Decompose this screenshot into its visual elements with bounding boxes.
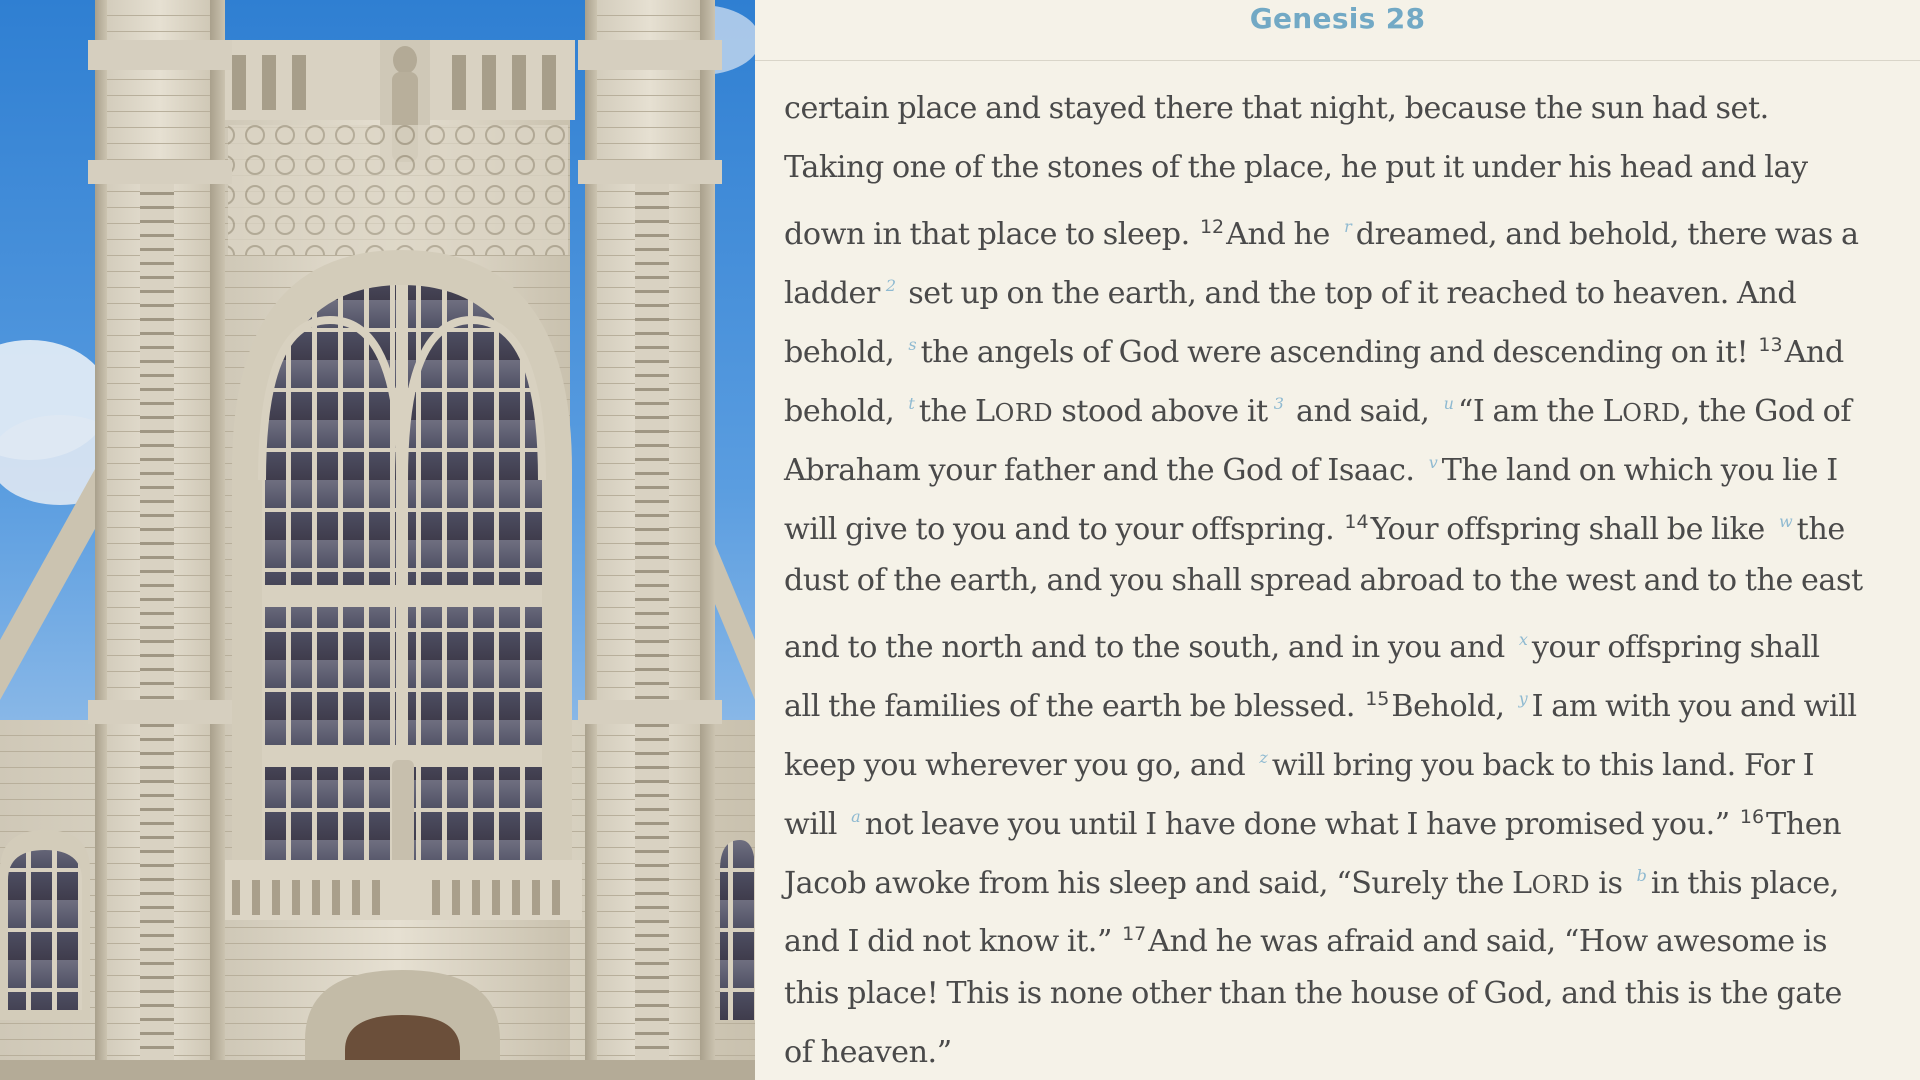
footnote-marker[interactable]: a xyxy=(851,807,861,826)
verse-text: down in that place to sleep. xyxy=(784,217,1198,252)
passage-line xyxy=(784,787,1916,846)
footnote-marker[interactable]: x xyxy=(1518,630,1528,649)
small-caps-text: ORD xyxy=(994,399,1054,427)
verse-text: keep you wherever you go, and xyxy=(784,748,1254,783)
small-caps-text: ORD xyxy=(1531,871,1591,899)
verse-text: behold, xyxy=(784,394,903,429)
verse-number[interactable]: 17 xyxy=(1122,923,1147,945)
verse-text: in this place, xyxy=(1650,866,1839,901)
footnote-marker[interactable]: v xyxy=(1428,453,1438,472)
verse-text: will bring you back to this land. For I xyxy=(1271,748,1815,783)
passage-line xyxy=(784,79,1916,138)
verse-text: Then xyxy=(1766,807,1842,842)
verse-text: will xyxy=(784,807,846,842)
verse-text: your offspring shall xyxy=(1531,630,1820,665)
passage-line xyxy=(784,669,1916,728)
verse-text: The land on which you lie I xyxy=(1441,453,1838,488)
small-caps-text: ORD xyxy=(1622,399,1681,427)
chapter-header xyxy=(755,0,1920,61)
verse-text: of heaven.” xyxy=(784,1035,952,1070)
verse-text: the angels of God were ascending and descending on it! xyxy=(920,335,1757,370)
verse-text: , the God of xyxy=(1680,394,1852,429)
passage-line xyxy=(784,138,1916,197)
verse-text: set up on the earth, and the top of it reached to heaven. And xyxy=(900,276,1797,311)
verse-text: And he was afraid and said, “How awesome is xyxy=(1148,924,1828,959)
cathedral-photo xyxy=(0,0,755,1080)
verse-text: this place! This is none other than the house of God, and this is the gate xyxy=(784,976,1842,1011)
verse-text: dreamed, and behold, there was a xyxy=(1355,217,1859,252)
verse-text: will give to you and to your offspring. xyxy=(784,512,1343,547)
footnote-marker[interactable]: t xyxy=(908,394,915,413)
verse-number[interactable]: 15 xyxy=(1365,688,1390,710)
verse-text: behold, xyxy=(784,335,903,370)
verse-text: certain place and stayed there that night, because the sun had set. xyxy=(784,91,1769,126)
verse-text: Your offspring shall be like xyxy=(1370,512,1773,547)
verse-text: dust of the earth, and you shall spread abroad to the west and to the east xyxy=(784,563,1863,598)
footnote-marker[interactable]: r xyxy=(1344,217,1352,236)
footnote-marker[interactable]: b xyxy=(1636,866,1647,885)
passage-line xyxy=(784,197,1916,256)
chapter-title[interactable]: Genesis 28 xyxy=(1249,1,1426,35)
verse-text: all the families of the earth be blessed. xyxy=(784,689,1364,724)
passage-text xyxy=(784,79,1916,1080)
cathedral-illustration xyxy=(0,0,755,1080)
verse-text: ladder xyxy=(784,276,880,311)
reader-panel xyxy=(755,0,1920,1080)
verse-text: I am with you and will xyxy=(1531,689,1857,724)
verse-text: and said, xyxy=(1287,394,1438,429)
verse-text: the L xyxy=(918,394,995,429)
passage-line xyxy=(784,374,1916,433)
verse-text: Behold, xyxy=(1391,689,1513,724)
footnote-marker[interactable]: u xyxy=(1443,394,1454,413)
verse-text: Abraham your father and the God of Isaac. xyxy=(784,453,1423,488)
verse-text: And xyxy=(1784,335,1844,370)
passage-line xyxy=(784,964,1916,1023)
passage-line xyxy=(784,728,1916,787)
passage-line xyxy=(784,433,1916,492)
verse-number[interactable]: 12 xyxy=(1199,216,1225,238)
verse-text: Jacob awoke from his sleep and said, “Surely the L xyxy=(784,866,1532,901)
verse-number[interactable]: 16 xyxy=(1739,806,1765,828)
footnote-marker[interactable]: 3 xyxy=(1273,394,1284,413)
passage-line xyxy=(784,315,1916,374)
verse-text: And he xyxy=(1226,217,1339,252)
passage-line xyxy=(784,610,1916,669)
verse-text: the xyxy=(1796,512,1845,547)
footnote-marker[interactable]: z xyxy=(1259,748,1268,767)
verse-text: stood above it xyxy=(1053,394,1268,429)
passage-line xyxy=(784,492,1916,551)
verse-text: not leave you until I have done what I have promised you.” xyxy=(864,807,1738,842)
footnote-marker[interactable]: w xyxy=(1778,512,1793,531)
passage-line xyxy=(784,846,1916,905)
verse-number[interactable]: 13 xyxy=(1758,334,1783,356)
verse-number[interactable]: 14 xyxy=(1344,511,1369,533)
passage-line xyxy=(784,1023,1916,1080)
verse-text: Taking one of the stones of the place, he put it under his head and lay xyxy=(784,150,1808,185)
passage-line xyxy=(784,905,1916,964)
verse-text: “I am the L xyxy=(1457,394,1623,429)
verse-text: and I did not know it.” xyxy=(784,924,1121,959)
verse-text: and to the north and to the south, and in you and xyxy=(784,630,1513,665)
footnote-marker[interactable]: s xyxy=(908,335,917,354)
verse-text: is xyxy=(1590,866,1631,901)
footnote-marker[interactable]: 2 xyxy=(885,276,897,295)
passage-line xyxy=(784,256,1916,315)
footnote-marker[interactable]: y xyxy=(1518,689,1528,708)
passage-line xyxy=(784,551,1916,610)
